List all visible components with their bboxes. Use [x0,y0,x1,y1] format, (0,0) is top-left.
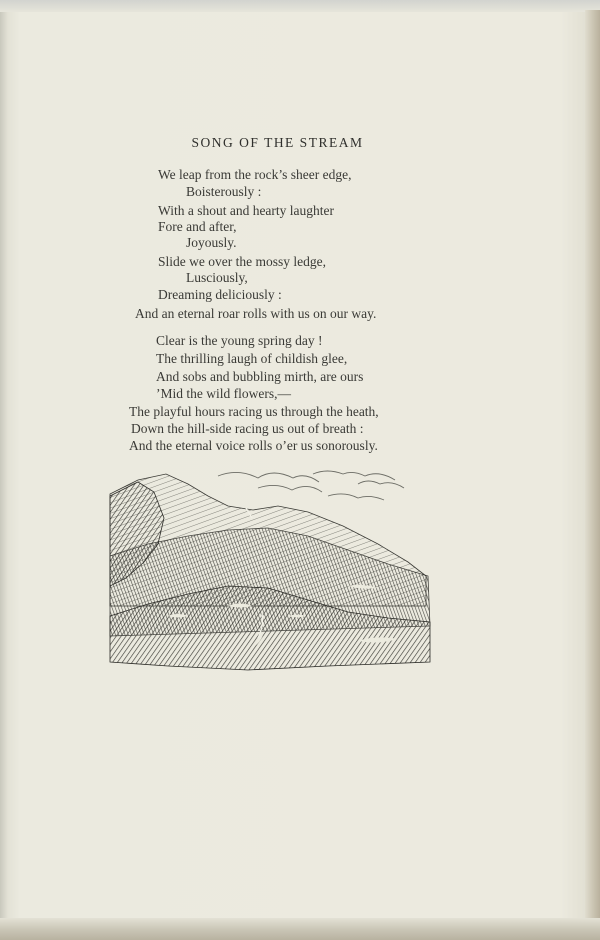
poem-line: The playful hours racing us through the heath, [129,404,379,419]
poem-line: The thrilling laugh of childish glee, [156,351,348,366]
poem-line: Down the hill-side racing us out of breath : [131,421,364,436]
poem-line: Clear is the young spring day ! [156,333,323,348]
poem-line: And the eternal voice rolls o’er us sonorously. [129,438,378,453]
poem-line: Fore and after, [158,219,237,234]
poem-line: Slide we over the mossy ledge, [158,254,326,269]
poem-line: Lusciously, [186,270,248,285]
poem-line: Joyously. [186,235,237,250]
poem-line: ’Mid the wild flowers,— [156,386,291,401]
page-top-edge [0,0,600,12]
poem-line: Boisterously : [186,184,262,199]
landscape-illustration [108,466,434,672]
page-bottom-edge [0,918,600,940]
poem-line: And an eternal roar rolls with us on our way. [135,306,377,321]
poem-line: Dreaming deliciously : [158,287,282,302]
poem-title: SONG OF THE STREAM [191,135,364,150]
poem-line: With a shout and hearty laughter [158,203,335,218]
clouds [218,471,404,500]
poem-line: We leap from the rock’s sheer edge, [158,167,352,182]
poem-line: And sobs and bubbling mirth, are ours [156,369,364,384]
page-right-edge [585,10,600,920]
